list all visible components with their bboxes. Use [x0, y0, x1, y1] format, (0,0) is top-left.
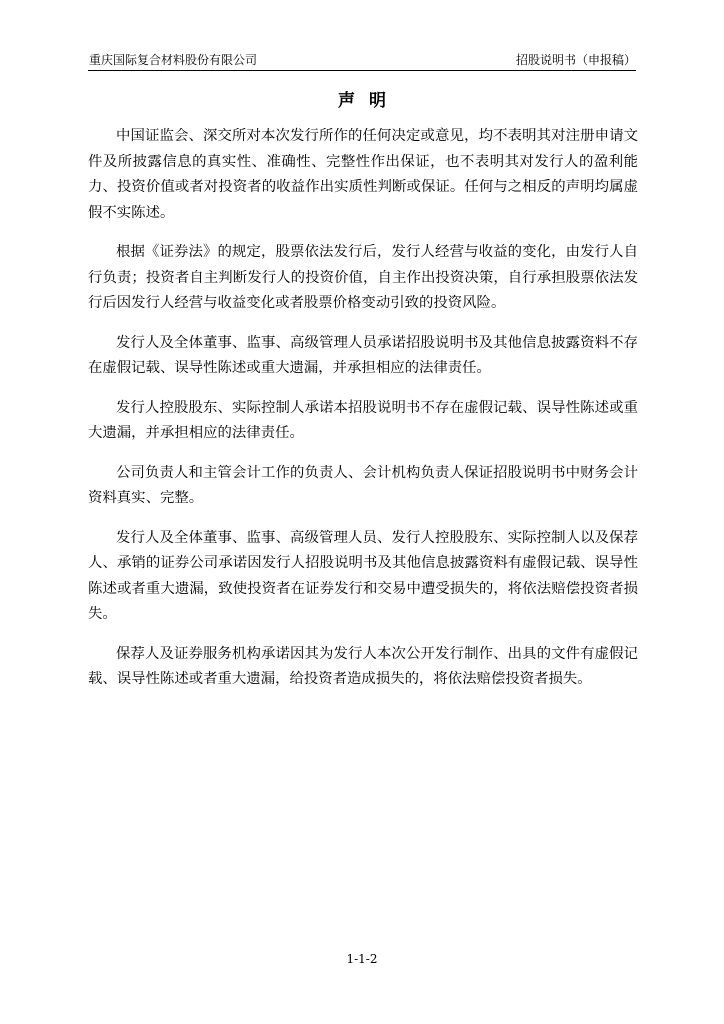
paragraph-1: 中国证监会、深交所对本次发行所作的任何决定或意见，均不表明其对注册申请文件及所披露信息的真实性、准确性、完整性作出保证，也不表明其对发行人的盈利能力、投资价值或者对投资者的收益作出实质性判断或保证。任何与之相反的声明均属虚假不实陈述。	[88, 128, 638, 221]
paragraph-6: 发行人及全体董事、监事、高级管理人员、发行人控股股东、实际控制人以及保荐人、承销的证券公司承诺因发行人招股说明书及其他信息披露资料有虚假记载、误导性陈述或者重大遗漏，致使投资者在证券发行和交易中遭受损失的，将依法赔偿投资者损失。	[88, 529, 638, 622]
paragraph-5: 公司负责人和主管会计工作的负责人、会计机构负责人保证招股说明书中财务会计资料真实、完整。	[88, 464, 638, 506]
header-company-name: 重庆国际复合材料股份有限公司	[89, 53, 258, 67]
paragraph-3: 发行人及全体董事、监事、高级管理人员承诺招股说明书及其他信息披露资料不存在虚假记载、误导性陈述或重大遗漏，并承担相应的法律责任。	[88, 334, 638, 376]
header-document-title: 招股说明书（申报稿）	[515, 53, 636, 67]
page-number: 1-1-2	[346, 952, 378, 966]
paragraph-2: 根据《证券法》的规定，股票依法发行后，发行人经营与收益的变化，由发行人自行负责；投资者自主判断发行人的投资价值，自主作出投资决策，自行承担股票依法发行后因发行人经营与收益变化或者股票价格变动引致的投资风险。	[88, 244, 638, 311]
page-header	[88, 50, 636, 71]
declaration-body	[88, 124, 638, 707]
page-title: 声明	[338, 91, 400, 111]
paragraph-7: 保荐人及证券服务机构承诺因其为发行人本次公开发行制作、出具的文件有虚假记载、误导性陈述或者重大遗漏，给投资者造成损失的，将依法赔偿投资者损失。	[88, 645, 638, 687]
paragraph-4: 发行人控股股东、实际控制人承诺本招股说明书不存在虚假记载、误导性陈述或重大遗漏，并承担相应的法律责任。	[88, 399, 638, 441]
